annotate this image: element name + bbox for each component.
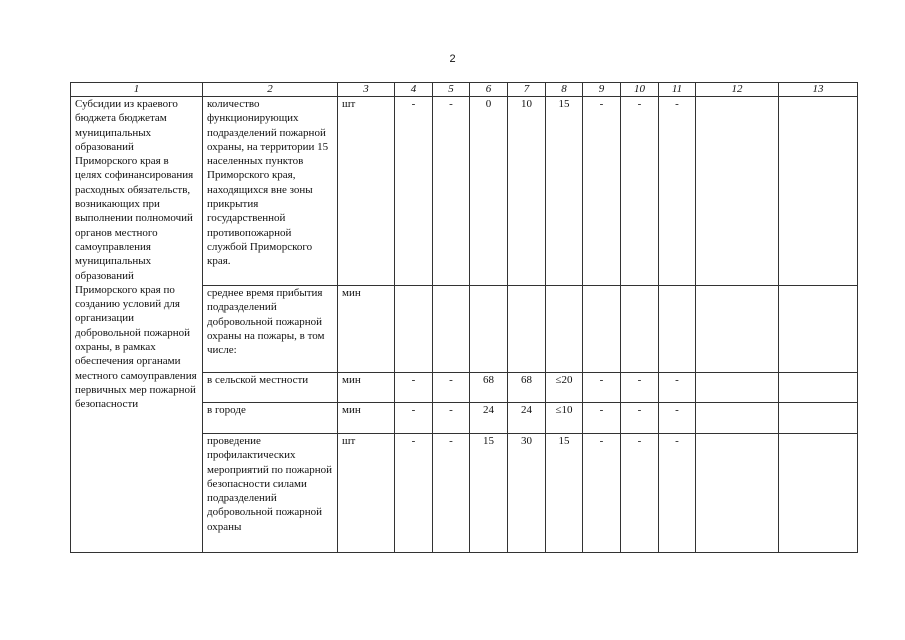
value-cell: -	[659, 434, 696, 553]
column-header: 7	[508, 83, 546, 97]
value-cell: -	[583, 434, 621, 553]
value-cell: 30	[508, 434, 546, 553]
value-cell: -	[583, 97, 621, 286]
unit-cell: мин	[338, 373, 395, 403]
column-header: 11	[659, 83, 696, 97]
column-header: 12	[696, 83, 779, 97]
value-cell: -	[433, 97, 470, 286]
value-cell	[779, 434, 858, 553]
value-cell: -	[395, 373, 433, 403]
indicator-cell: количество функционирующих подразделений пожарной охраны, на территории 15 населенных пунктов Приморского края, находящихся вне зоны прикрытия государственной противопожарной службой Приморского края.	[203, 97, 338, 286]
value-cell: 10	[508, 97, 546, 286]
value-cell	[508, 286, 546, 373]
column-header: 4	[395, 83, 433, 97]
column-header: 10	[621, 83, 659, 97]
unit-cell: мин	[338, 403, 395, 434]
column-header: 3	[338, 83, 395, 97]
program-description-cell: Субсидии из краевого бюджета бюджетам муниципальных образований Приморского края в целях софинансирования расходных обязательств, возникающих при выполнении полномочий органов местного самоуправления муниципальных образований Приморского края по созданию условий для организации добровольной пожарной охраны, в рамках обеспечения органами местного самоуправления первичных мер пожарной безопасности	[71, 97, 203, 553]
value-cell: 68	[508, 373, 546, 403]
value-cell: -	[621, 97, 659, 286]
column-header: 5	[433, 83, 470, 97]
value-cell: -	[621, 373, 659, 403]
column-header: 9	[583, 83, 621, 97]
value-cell	[621, 286, 659, 373]
value-cell	[395, 286, 433, 373]
page-number: 2	[449, 53, 456, 65]
value-cell: -	[583, 403, 621, 434]
indicator-cell: в сельской местности	[203, 373, 338, 403]
value-cell	[696, 286, 779, 373]
value-cell	[696, 434, 779, 553]
indicator-cell: проведение профилактических мероприятий по пожарной безопасности силами подразделений добровольной пожарной охраны	[203, 434, 338, 553]
value-cell: -	[395, 434, 433, 553]
value-cell	[470, 286, 508, 373]
column-header: 6	[470, 83, 508, 97]
value-cell: ≤10	[546, 403, 583, 434]
column-header: 13	[779, 83, 858, 97]
value-cell: -	[583, 373, 621, 403]
value-cell: -	[395, 97, 433, 286]
value-cell	[696, 403, 779, 434]
value-cell: -	[659, 373, 696, 403]
value-cell	[779, 403, 858, 434]
value-cell	[779, 97, 858, 286]
table-row	[71, 97, 858, 286]
value-cell: 24	[470, 403, 508, 434]
header-row	[71, 83, 858, 97]
unit-cell: шт	[338, 434, 395, 553]
value-cell: 0	[470, 97, 508, 286]
value-cell	[583, 286, 621, 373]
value-cell: -	[659, 97, 696, 286]
value-cell: ≤20	[546, 373, 583, 403]
value-cell	[433, 286, 470, 373]
unit-cell: мин	[338, 286, 395, 373]
value-cell: -	[433, 373, 470, 403]
value-cell: -	[659, 403, 696, 434]
value-cell: 68	[470, 373, 508, 403]
value-cell	[659, 286, 696, 373]
value-cell: 15	[546, 434, 583, 553]
value-cell: -	[395, 403, 433, 434]
column-header: 1	[71, 83, 203, 97]
value-cell: 24	[508, 403, 546, 434]
value-cell	[779, 373, 858, 403]
value-cell: -	[621, 434, 659, 553]
value-cell	[546, 286, 583, 373]
value-cell: -	[621, 403, 659, 434]
indicator-cell: среднее время прибытия подразделений добровольной пожарной охраны на пожары, в том числе:	[203, 286, 338, 373]
value-cell: -	[433, 403, 470, 434]
value-cell: 15	[546, 97, 583, 286]
column-header: 2	[203, 83, 338, 97]
value-cell	[696, 97, 779, 286]
value-cell	[779, 286, 858, 373]
indicators-table	[70, 82, 858, 553]
column-header: 8	[546, 83, 583, 97]
unit-cell: шт	[338, 97, 395, 286]
indicator-cell: в городе	[203, 403, 338, 434]
value-cell: -	[433, 434, 470, 553]
value-cell	[696, 373, 779, 403]
value-cell: 15	[470, 434, 508, 553]
